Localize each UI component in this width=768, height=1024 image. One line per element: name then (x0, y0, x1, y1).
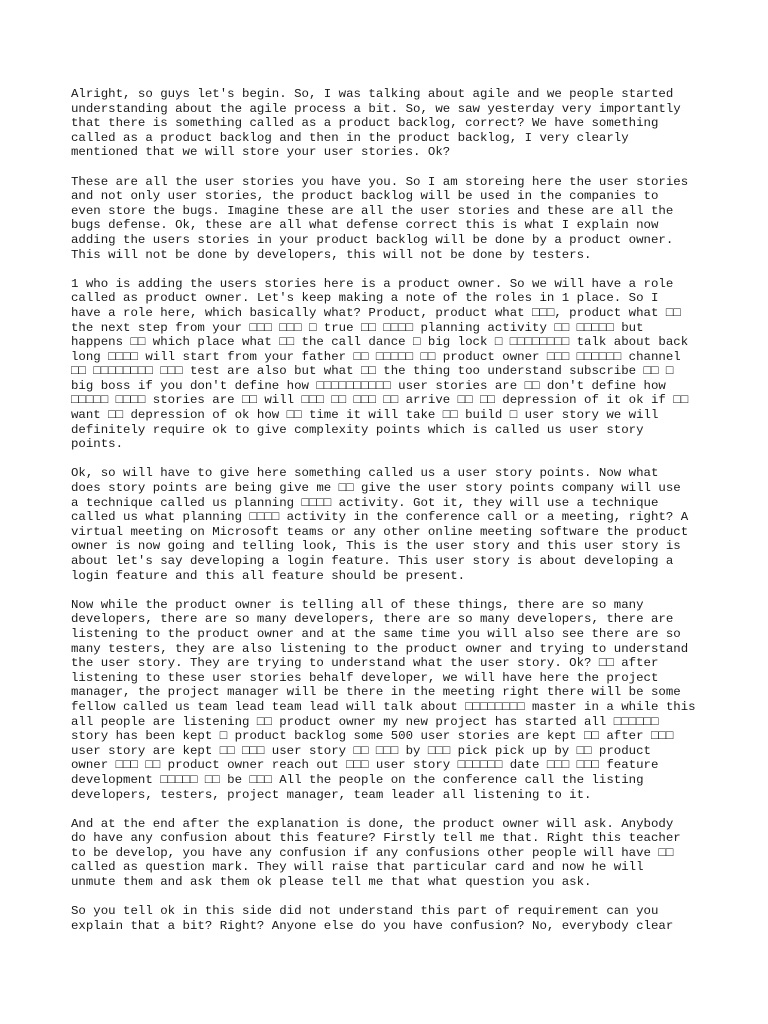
paragraph-3: 1 who is adding the users stories here is a product owner. So we will have a role called as product owner. Let's keep making a note of the roles in 1 place. So I have a role here, which basically what? Product, product what □□□, product what □□ the next step from your □□□ □□□ □ true □□ □□□□ planning activity □□ □□□□□ but happens □□ which place what □□ the call dance □ big lock □ □□□□□□□□ talk about back long □□□□ will start from your father □□ □□□□□ □□ product owner □□□ □□□□□□ channel □□ □□□□□□□□ □□□ test are also but what □□ the thing too understand subscribe □□ □ big boss if you don't define how □□□□□□□□□□ user stories are □□ don't define how □□□□□ □□□□ stories are □□ will □□□ □□ □□□ □□ arrive □□ □□ depression of it ok if □□ want □□ depression of ok how □□ time it will take □□ build □ user story we will definitely require ok to give complexity points which is called us user story points. (71, 276, 689, 452)
paragraph-2: These are all the user stories you have you. So I am storeing here the user stories and not only user stories, the product backlog will be used in the companies to even store the bugs. Imagine these are all the user stories and these are all the bugs defense. Ok, these are all what defense correct this is what I explain now adding the users stories in your product backlog will be done by a product owner. This will not be done by developers, this will not be done by testers. (71, 174, 689, 262)
document-body (71, 87, 711, 948)
paragraph-1: Alright, so guys let's begin. So, I was talking about agile and we people started understanding about the agile process a bit. So, we saw yesterday very importantly that there is something called as a product backlog, correct? We have something called as a product backlog and then in the product backlog, I very clearly mentioned that we will store your user stories. Ok? (71, 87, 681, 160)
paragraph-7: So you tell ok in this side did not understand this part of requirement can you explain that a bit? Right? Anyone else do you have confusion? No, everybody clear (71, 904, 674, 933)
paragraph-6: And at the end after the explanation is done, the product owner will ask. Anybody do have any confusion about this feature? Firstly tell me that. Right this teacher to be develop, you have any confusion if any confusions other people will have □□ called as question mark. They will raise that particular card and now he will unmute them and ask them ok please tell me that what question you ask. (71, 816, 681, 890)
paragraph-5: Now while the product owner is telling all of these things, there are so many developers, there are so many developers, there are so many developers, there are listening to the product owner and at the same time you will also see there are so many testers, they are also listening to the product owner and trying to understand the user story. They are trying to understand what the user story. Ok? □□ after listening to these user stories behalf developer, we will have here the project manager, the project manager will be there in the meeting right there will be some fellow called us team lead team lead will talk about □□□□□□□□ master in a while this all people are listening □□ product owner my new project has started all □□□□□□ story has been kept □ product backlog some 500 user stories are kept □□ after □□□ user story are kept □□ □□□ user story □□ □□□ by □□□ pick pick up by □□ product owner □□□ □□ product owner reach out □□□ user story □□□□□□ date □□□ □□□ feature development □□□□□ □□ be □□□ All the people on the conference call the listing developers, testers, project manager, team leader all listening to it. (71, 597, 696, 802)
paragraph-4: Ok, so will have to give here something called us a user story points. Now what does story points are being give me □□ give the user story points company will use a technique called us planning □□□□ activity. Got it, they will use a technique called us what planning □□□□ activity in the conference call or a meeting, right? A virtual meeting on Microsoft teams or any other online meeting software the product owner is now going and telling look, This is the user story and this user story is about let's say developing a login feature. This user story is about developing a login feature and this all feature should be present. (71, 466, 689, 583)
